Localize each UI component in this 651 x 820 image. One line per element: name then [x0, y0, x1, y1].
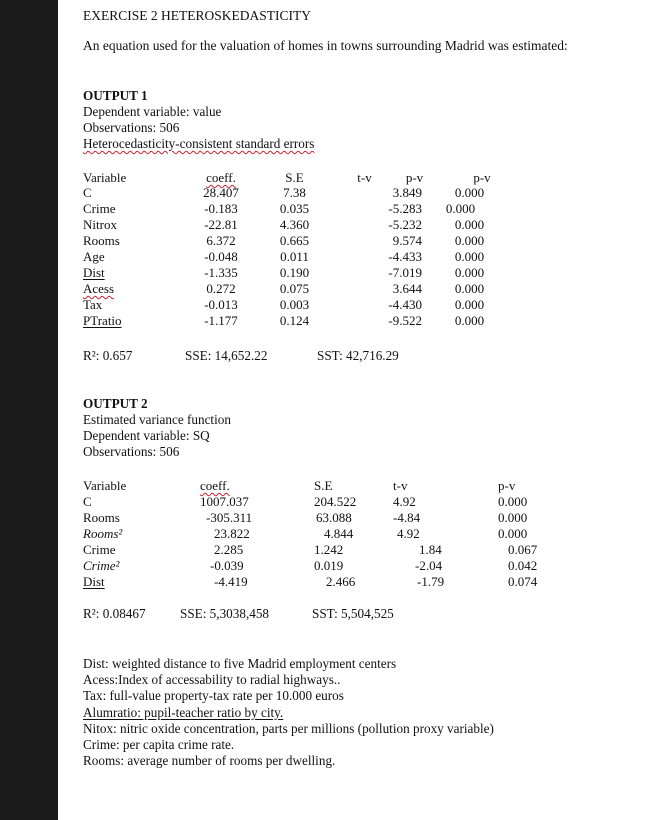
coeff-cell: -4.419 — [214, 574, 248, 589]
note-tax: Tax: full-value property-tax rate per 10.000 euros — [83, 688, 344, 704]
var-cell: Crime — [83, 542, 116, 557]
coeff-cell: 1007.037 — [200, 494, 249, 509]
table-row — [83, 281, 517, 297]
output2-heading: OUTPUT 2 — [83, 396, 148, 411]
se-cell: 4.844 — [324, 526, 354, 541]
var-cell: Rooms — [83, 233, 120, 248]
coeff-cell: -1.177 — [204, 313, 238, 328]
se-cell: 1.242 — [314, 542, 344, 557]
se-cell: 0.665 — [279, 233, 310, 248]
pv-cell: 0.074 — [508, 574, 538, 589]
coeff-cell: 28.407 — [203, 185, 239, 200]
output2-sse: SSE: 5,3038,458 — [180, 606, 270, 621]
table-row — [83, 510, 558, 526]
col-coeff: coeff. — [206, 170, 236, 185]
intro-text: An equation used for the valuation of homes in towns surrounding Madrid was estimated: — [83, 38, 568, 53]
var-cell: Age — [83, 249, 105, 264]
var-cell: C — [83, 494, 92, 509]
coeff-cell: 0.272 — [206, 281, 236, 296]
col-se: S.E — [314, 478, 333, 493]
coeff-cell: 6.372 — [206, 233, 236, 248]
tv-cell: -4.433 — [388, 249, 422, 264]
table-header-row — [83, 170, 532, 186]
pv-cell: 0.000 — [454, 265, 485, 280]
se-cell: 0.003 — [279, 297, 310, 312]
var-cell: Crime — [83, 201, 116, 216]
var-cell: Crime² — [83, 558, 120, 573]
output1-dependent: Dependent variable: value — [83, 104, 222, 119]
se-cell: 0.190 — [279, 265, 310, 280]
var-cell: Dist — [83, 574, 105, 589]
col-coeff: coeff. — [200, 478, 230, 493]
pv-cell: 0.000 — [454, 185, 485, 200]
col-se: S.E — [285, 170, 304, 185]
table-row — [83, 249, 517, 265]
col-tv: t-v — [357, 170, 372, 185]
tv-cell: -4.430 — [388, 297, 422, 312]
table-row — [83, 297, 517, 313]
output2-body — [83, 494, 558, 590]
pv-cell: 0.000 — [454, 297, 485, 312]
var-cell: Nitrox — [83, 217, 117, 232]
exercise-title: EXERCISE 2 HETEROSKEDASTICITY — [83, 8, 311, 23]
tv-cell: -5.232 — [388, 217, 422, 232]
tv-cell: 4.92 — [397, 526, 420, 541]
var-cell: C — [83, 185, 92, 200]
coeff-cell: -22.81 — [204, 217, 238, 232]
table-row — [83, 494, 558, 510]
table-row — [83, 558, 558, 574]
se-cell: 4.360 — [279, 217, 310, 232]
se-cell: 63.088 — [316, 510, 352, 525]
se-cell: 0.019 — [314, 558, 344, 573]
table-row — [83, 201, 517, 217]
col-tv: t-v — [393, 478, 408, 493]
pv-cell: 0.000 — [454, 281, 485, 296]
pv-cell: 0.000 — [454, 233, 485, 248]
pv-cell: 0.000 — [454, 249, 485, 264]
tv-cell: -4.84 — [393, 510, 421, 525]
tv-cell: -7.019 — [388, 265, 422, 280]
tv-cell: -2.04 — [415, 558, 443, 573]
output1-observations: Observations: 506 — [83, 120, 180, 135]
var-cell: Rooms² — [83, 526, 123, 541]
table-row — [83, 185, 517, 201]
output2-dependent: Dependent variable: SQ — [83, 428, 210, 443]
var-cell: Tax — [83, 297, 103, 312]
col-variable: Variable — [83, 478, 127, 493]
output1-se-note: Heterocedasticity-consistent standard errors — [83, 136, 315, 151]
table-row — [83, 265, 517, 281]
col-pv: p-v — [498, 478, 516, 493]
tv-cell: 4.92 — [393, 494, 416, 509]
output1-sst: SST: 42,716.29 — [317, 348, 399, 363]
pv-cell: 0.000 — [454, 217, 485, 232]
table-row — [83, 313, 517, 329]
col-pv: p-v — [405, 170, 424, 185]
var-cell: Acess — [83, 281, 115, 296]
note-nitox: Nitox: nitric oxide concentration, parts per millions (pollution proxy variable) — [83, 720, 494, 736]
output1-r2: R²: 0.657 — [83, 348, 133, 363]
variable-definitions — [83, 656, 494, 769]
tv-cell: -5.283 — [388, 201, 422, 216]
se-cell: 0.124 — [279, 313, 310, 328]
output2-r2: R²: 0.08467 — [83, 606, 146, 621]
output2-table — [83, 478, 558, 494]
coeff-cell: -0.048 — [204, 249, 238, 264]
output1-table — [83, 170, 532, 186]
coeff-cell: -1.335 — [204, 265, 238, 280]
coeff-cell: 2.285 — [214, 542, 244, 557]
coeff-cell: -0.183 — [204, 201, 238, 216]
coeff-cell: 23.822 — [214, 526, 250, 541]
output2-function: Estimated variance function — [83, 412, 231, 427]
output1-sse: SSE: 14,652.22 — [185, 348, 268, 363]
var-cell: Dist — [83, 265, 105, 280]
table-row — [83, 233, 517, 249]
output2-sst: SST: 5,504,525 — [312, 606, 394, 621]
tv-cell: -9.522 — [388, 313, 422, 328]
note-alumratio: Alumratio: pupil-teacher ratio by city. — [83, 704, 284, 720]
note-acess: Acess:Index of accessability to radial highways.. — [83, 672, 341, 688]
output1-body — [83, 185, 517, 329]
se-cell: 0.035 — [279, 201, 310, 216]
col-variable: Variable — [83, 170, 127, 185]
table-row — [83, 217, 517, 233]
se-cell: 0.011 — [280, 249, 309, 264]
note-rooms: Rooms: average number of rooms per dwelling. — [83, 753, 336, 769]
tv-cell: 3.849 — [392, 185, 422, 200]
tv-cell: -1.79 — [417, 574, 445, 589]
output1-heading: OUTPUT 1 — [83, 88, 148, 103]
pv-cell: 0.000 — [498, 494, 528, 509]
col-pv-2: p-v — [473, 170, 491, 185]
table-row — [83, 526, 558, 542]
pv-cell: 0.042 — [508, 558, 538, 573]
document-page — [58, 0, 651, 820]
pv-cell: 0.000 — [445, 201, 476, 216]
pv-cell: 0.067 — [508, 542, 538, 557]
pv-cell: 0.000 — [498, 526, 528, 541]
var-cell: PTratio — [83, 313, 122, 328]
table-row — [83, 574, 558, 590]
tv-cell: 3.644 — [392, 281, 422, 296]
tv-cell: 9.574 — [392, 233, 422, 248]
var-cell: Rooms — [83, 510, 120, 525]
pv-cell: 0.000 — [454, 313, 485, 328]
se-cell: 0.075 — [279, 281, 310, 296]
se-cell: 204.522 — [314, 494, 357, 509]
tv-cell: 1.84 — [419, 542, 442, 557]
output2-observations: Observations: 506 — [83, 444, 180, 459]
note-dist: Dist: weighted distance to five Madrid employment centers — [83, 656, 397, 671]
table-header-row — [83, 478, 558, 494]
table-row — [83, 542, 558, 558]
coeff-cell: -0.013 — [204, 297, 238, 312]
coeff-cell: -0.039 — [210, 558, 244, 573]
pv-cell: 0.000 — [498, 510, 528, 525]
se-cell: 2.466 — [326, 574, 356, 589]
coeff-cell: -305.311 — [206, 510, 253, 525]
note-crime: Crime: per capita crime rate. — [83, 737, 235, 753]
se-cell: 7.38 — [283, 185, 306, 200]
